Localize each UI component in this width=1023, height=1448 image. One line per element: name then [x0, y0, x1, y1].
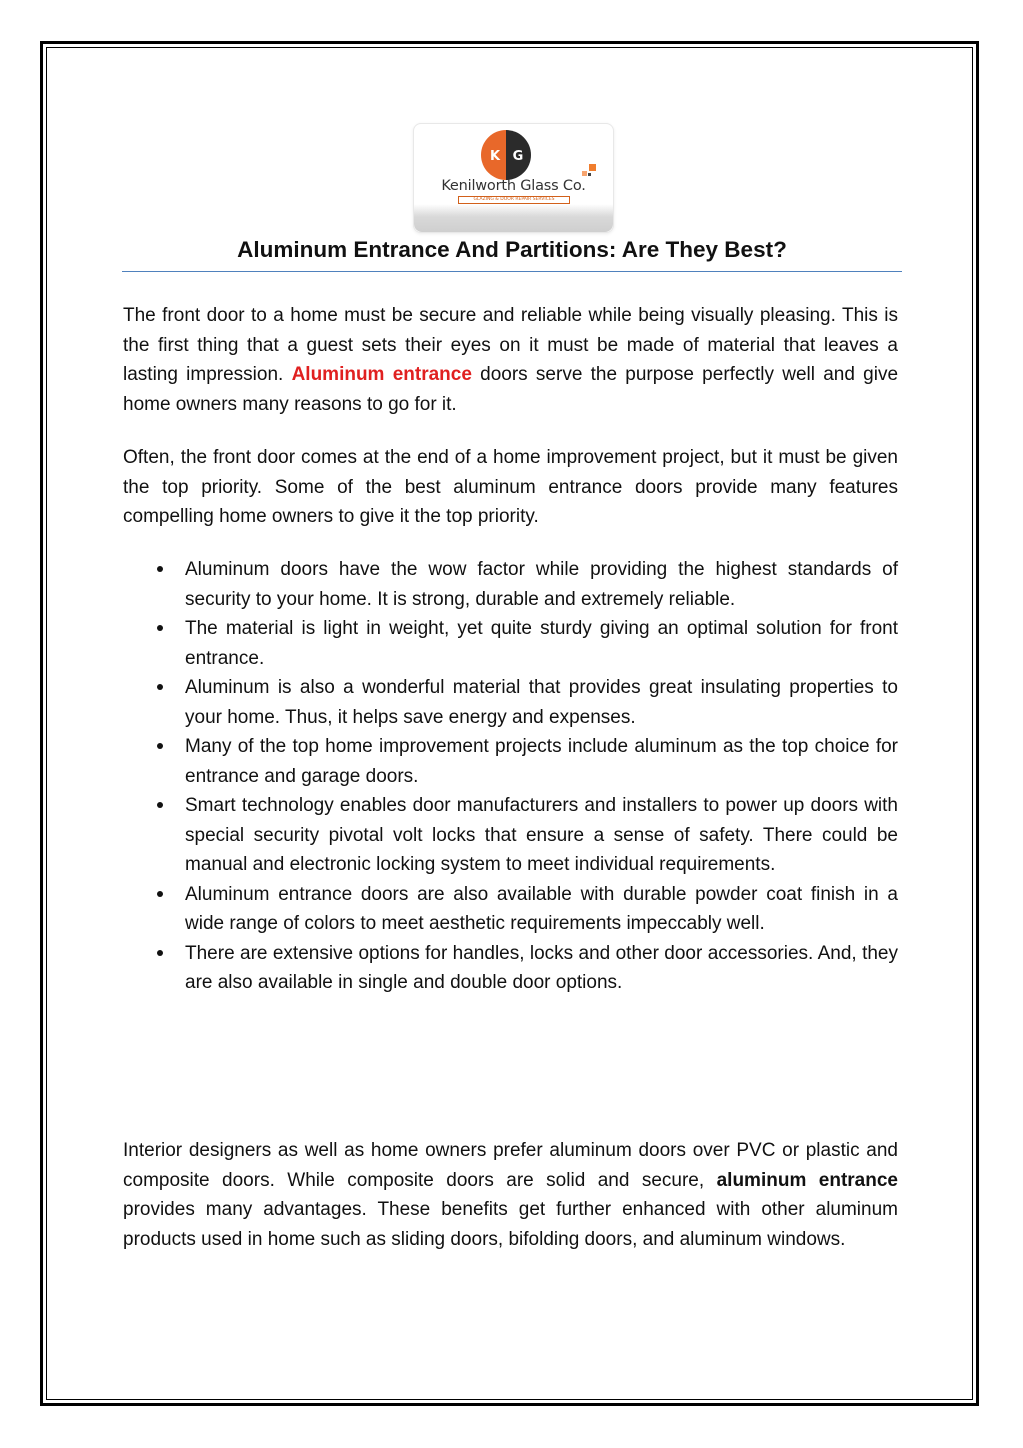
list-item-text: The material is light in weight, yet quite sturdy giving an optimal solution for front entrance. [185, 618, 898, 669]
logo-kg-circle-icon [480, 129, 532, 181]
company-logo [413, 123, 614, 233]
title-underline [122, 271, 902, 272]
bullet-icon [157, 891, 163, 897]
list-item-text: Smart technology enables door manufacturers and installers to power up doors with special security pivotal volt locks that ensure a sense of safety. There could be manual and electronic locking system to meet individual requirements. [185, 795, 898, 875]
list-item [123, 614, 898, 673]
list-item [123, 939, 898, 998]
list-item-text: Aluminum doors have the wow factor while providing the highest standards of security to your home. It is strong, durable and extremely reliable. [185, 559, 898, 610]
closing-paragraph [123, 1136, 898, 1254]
bullet-icon [157, 625, 163, 631]
intro-text-start: The front door to a home must be secure and reliable while being visually pleasing. This is the first thing that a guest sets their eyes on it must be made of material that leaves a lasting impression. [123, 305, 898, 385]
list-item [123, 673, 898, 732]
list-item [123, 791, 898, 880]
aluminum-entrance-link[interactable]: Aluminum entrance [291, 364, 472, 385]
list-item-text: Aluminum is also a wonderful material that provides great insulating properties to your home. Thus, it helps save energy and expenses. [185, 677, 898, 728]
list-item [123, 732, 898, 791]
aluminum-entrance-bold-link[interactable]: aluminum entrance [716, 1169, 898, 1191]
logo-squares-icon [582, 164, 596, 178]
logo-letter-g: G [512, 149, 524, 164]
list-item-text: Aluminum entrance doors are also available with durable powder coat finish in a wide range of colors to meet aesthetic requirements impeccably well. [185, 883, 898, 934]
bullet-icon [157, 566, 163, 572]
bullet-icon [157, 684, 163, 690]
second-paragraph: Often, the front door comes at the end of a home improvement project, but it must be given the top priority. Some of the best aluminum entrance doors provide many features compelling home owners to give it the top priority. [123, 447, 898, 527]
logo-company-name: Kenilworth Glass Co. [441, 178, 586, 194]
logo-reflection [414, 204, 613, 232]
closing-text-start: Interior designers as well as home owners prefer aluminum doors over PVC or plastic and composite doors. While composite doors are solid and secure, [123, 1140, 898, 1191]
intro-text-end: doors serve the purpose perfectly well and give home owners many reasons to go for it. [123, 364, 899, 415]
bullet-icon [157, 802, 163, 808]
list-item [123, 555, 898, 614]
list-item [123, 880, 898, 939]
bullet-icon [157, 950, 163, 956]
intro-paragraph [123, 301, 898, 419]
bullet-icon [157, 743, 163, 749]
logo-tagline: GLAZING & DOOR REPAIR SERVICES [458, 196, 570, 204]
list-item-text: There are extensive options for handles, locks and other door accessories. And, they are also available in single and double door options. [185, 942, 898, 993]
closing-text-end: provides many advantages. These benefits get further enhanced with other aluminum products used in home such as sliding doors, bifolding doors, and aluminum windows. [123, 1199, 898, 1250]
page-title: Aluminum Entrance And Partitions: Are They Best? [237, 237, 787, 262]
list-item-text: Many of the top home improvement projects include aluminum as the top choice for entrance and garage doors. [185, 736, 898, 787]
logo-letter-k: K [489, 149, 501, 164]
feature-list [123, 555, 898, 998]
